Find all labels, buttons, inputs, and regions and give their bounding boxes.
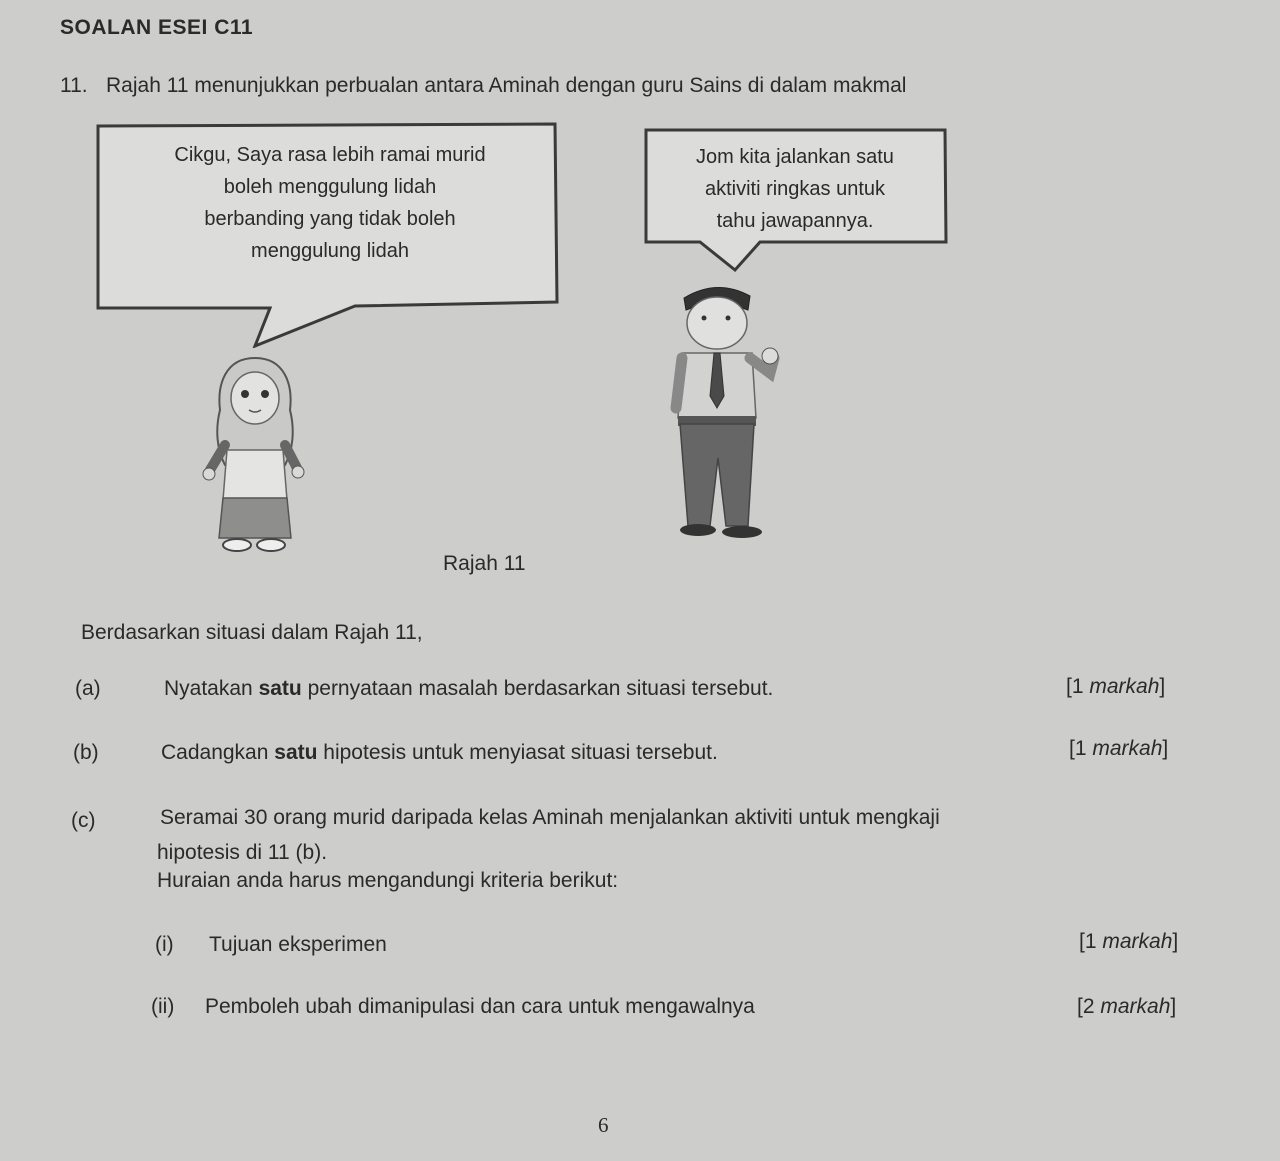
lead-sentence: Berdasarkan situasi dalam Rajah 11, [81, 621, 423, 644]
part-c-line3: Huraian anda harus mengandungi kriteria berikut: [157, 869, 619, 892]
sub-ii-text: Pemboleh ubah dimanipulasi dan cara untuk mengawalnya [205, 995, 755, 1018]
figure-caption: Rajah 11 [443, 552, 526, 575]
page-number: 6 [598, 1113, 609, 1137]
part-c-line1: Seramai 30 orang murid daripada kelas Aminah menjalankan aktiviti untuk mengkaji [160, 806, 940, 829]
sub-i-text: Tujuan eksperimen [209, 933, 387, 956]
question-intro: Rajah 11 menunjukkan perbualan antara Aminah dengan guru Sains di dalam makmal [106, 74, 907, 97]
sub-i-marks: [1 markah] [1079, 930, 1179, 953]
sub-ii-marks: [2 markah] [1077, 995, 1177, 1018]
section-title: SOALAN ESEI C11 [60, 16, 254, 39]
part-b-marks: [1 markah] [1069, 737, 1169, 760]
part-b-text: Cadangkan satu hipotesis untuk menyiasat situasi tersebut. [161, 741, 718, 764]
teacher-illustration [662, 278, 782, 540]
question-number: 11. [60, 74, 88, 97]
part-a-label: (a) [75, 677, 101, 700]
sub-ii-label: (ii) [151, 995, 175, 1018]
student-speech-text: Cikgu, Saya rasa lebih ramai murid boleh menggulung lidah berbanding yang tidak boleh menggulung lidah [174, 144, 486, 262]
part-a-text: Nyatakan satu pernyataan masalah berdasarkan situasi tersebut. [164, 677, 774, 700]
part-a-marks: [1 markah] [1066, 675, 1166, 698]
sub-i-label: (i) [155, 933, 174, 956]
student-aminah-illustration [195, 350, 315, 555]
part-b-label: (b) [73, 741, 99, 764]
teacher-speech-text: Jom kita jalankan satu aktiviti ringkas untuk tahu jawapannya. [696, 146, 894, 232]
part-c-line2: hipotesis di 11 (b). [157, 841, 328, 864]
part-c-label: (c) [71, 809, 96, 832]
